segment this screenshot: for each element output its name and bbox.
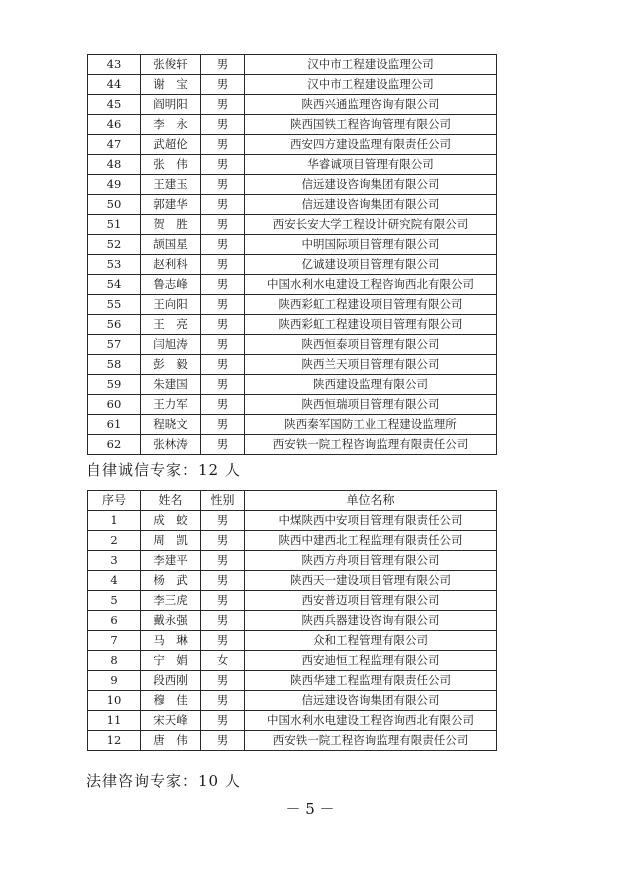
cell-name: 成 蛟: [141, 511, 201, 531]
cell-unit: 陕西国铁工程咨询管理有限公司: [245, 115, 497, 135]
cell-no: 6: [88, 611, 141, 631]
cell-no: 59: [88, 375, 141, 395]
table-row: [88, 355, 497, 375]
cell-no: 12: [88, 731, 141, 751]
cell-unit: 西安普迈项目管理有限公司: [245, 591, 497, 611]
cell-gender: 男: [201, 435, 245, 455]
cell-name: 颉国星: [141, 235, 201, 255]
cell-no: 1: [88, 511, 141, 531]
cell-no: 2: [88, 531, 141, 551]
cell-gender: 男: [201, 671, 245, 691]
table-row: [88, 315, 497, 335]
cell-unit: 西安铁一院工程咨询监理有限责任公司: [245, 731, 497, 751]
cell-gender: 男: [201, 511, 245, 531]
cell-no: 47: [88, 135, 141, 155]
cell-name: 张林涛: [141, 435, 201, 455]
cell-name: 程晓文: [141, 415, 201, 435]
cell-name: 王建玉: [141, 175, 201, 195]
cell-name: 张 伟: [141, 155, 201, 175]
cell-gender: 男: [201, 315, 245, 335]
table-row: [88, 551, 497, 571]
cell-unit: 陕西兵器建设咨询有限公司: [245, 611, 497, 631]
table-row: [88, 611, 497, 631]
cell-no: 4: [88, 571, 141, 591]
cell-name: 王力军: [141, 395, 201, 415]
cell-gender: 男: [201, 55, 245, 75]
table-row: [88, 295, 497, 315]
cell-no: 10: [88, 691, 141, 711]
cell-gender: 男: [201, 335, 245, 355]
table-row: [88, 55, 497, 75]
table-row: [88, 651, 497, 671]
cell-gender: 男: [201, 175, 245, 195]
cell-unit: 中国水利水电建设工程咨询西北有限公司: [245, 711, 497, 731]
cell-no: 45: [88, 95, 141, 115]
cell-no: 61: [88, 415, 141, 435]
cell-unit: 众和工程管理有限公司: [245, 631, 497, 651]
table-row: [88, 571, 497, 591]
cell-unit: 陕西方舟项目管理有限公司: [245, 551, 497, 571]
cell-no: 7: [88, 631, 141, 651]
cell-no: 52: [88, 235, 141, 255]
cell-name: 赵利科: [141, 255, 201, 275]
table-row: [88, 375, 497, 395]
cell-no: 60: [88, 395, 141, 415]
cell-no: 54: [88, 275, 141, 295]
cell-no: 46: [88, 115, 141, 135]
table-row: [88, 335, 497, 355]
table-row: [88, 115, 497, 135]
cell-gender: 男: [201, 691, 245, 711]
cell-unit: 西安长安大学工程设计研究院有限公司: [245, 215, 497, 235]
table-row: [88, 235, 497, 255]
table-row: [88, 691, 497, 711]
cell-name: 郭建华: [141, 195, 201, 215]
table-row: [88, 395, 497, 415]
cell-no: 62: [88, 435, 141, 455]
cell-name: 唐 伟: [141, 731, 201, 751]
table-row: [88, 155, 497, 175]
cell-unit: 信远建设咨询集团有限公司: [245, 691, 497, 711]
cell-unit: 陕西建设监理有限公司: [245, 375, 497, 395]
cell-gender: 男: [201, 711, 245, 731]
expert-table-self-discipline: [87, 490, 497, 751]
cell-gender: 男: [201, 155, 245, 175]
header-name: 姓名: [141, 491, 201, 511]
cell-unit: 汉中市工程建设监理公司: [245, 75, 497, 95]
cell-name: 段西刚: [141, 671, 201, 691]
cell-name: 彭 毅: [141, 355, 201, 375]
cell-gender: 男: [201, 395, 245, 415]
cell-unit: 陕西秦军国防工业工程建设监理所: [245, 415, 497, 435]
cell-name: 周 凯: [141, 531, 201, 551]
cell-name: 张俊轩: [141, 55, 201, 75]
expert-table-continued: [87, 54, 497, 455]
table-row: [88, 95, 497, 115]
table-row: [88, 435, 497, 455]
cell-unit: 陕西华建工程监理有限责任公司: [245, 671, 497, 691]
cell-gender: 女: [201, 651, 245, 671]
table-row: [88, 531, 497, 551]
table-row: [88, 175, 497, 195]
cell-unit: 陕西彩虹工程建设项目管理有限公司: [245, 315, 497, 335]
cell-unit: 中明国际项目管理有限公司: [245, 235, 497, 255]
cell-gender: 男: [201, 551, 245, 571]
cell-name: 杨 武: [141, 571, 201, 591]
cell-no: 53: [88, 255, 141, 275]
cell-name: 李三虎: [141, 591, 201, 611]
cell-name: 马 琳: [141, 631, 201, 651]
cell-name: 武超伦: [141, 135, 201, 155]
table-row: [88, 75, 497, 95]
cell-unit: 华睿诚项目管理有限公司: [245, 155, 497, 175]
cell-unit: 亿诚建设项目管理有限公司: [245, 255, 497, 275]
cell-gender: 男: [201, 295, 245, 315]
cell-gender: 男: [201, 415, 245, 435]
table-row: [88, 215, 497, 235]
cell-gender: 男: [201, 135, 245, 155]
cell-name: 穆 佳: [141, 691, 201, 711]
cell-unit: 信远建设咨询集团有限公司: [245, 195, 497, 215]
table-row: [88, 711, 497, 731]
table-row: [88, 511, 497, 531]
table-row: [88, 135, 497, 155]
cell-unit: 陕西天一建设项目管理有限公司: [245, 571, 497, 591]
cell-no: 44: [88, 75, 141, 95]
table-row: [88, 591, 497, 611]
cell-gender: 男: [201, 215, 245, 235]
cell-gender: 男: [201, 531, 245, 551]
cell-gender: 男: [201, 355, 245, 375]
cell-gender: 男: [201, 731, 245, 751]
header-unit: 单位名称: [245, 491, 497, 511]
cell-unit: 信远建设咨询集团有限公司: [245, 175, 497, 195]
cell-name: 李 永: [141, 115, 201, 135]
cell-unit: 陕西兰天项目管理有限公司: [245, 355, 497, 375]
cell-gender: 男: [201, 275, 245, 295]
cell-no: 9: [88, 671, 141, 691]
cell-no: 5: [88, 591, 141, 611]
cell-no: 49: [88, 175, 141, 195]
cell-unit: 西安迪恒工程监理有限公司: [245, 651, 497, 671]
cell-gender: 男: [201, 195, 245, 215]
cell-name: 宋天峰: [141, 711, 201, 731]
cell-gender: 男: [201, 255, 245, 275]
cell-gender: 男: [201, 75, 245, 95]
header-no: 序号: [88, 491, 141, 511]
cell-no: 58: [88, 355, 141, 375]
table-row: [88, 671, 497, 691]
cell-unit: 汉中市工程建设监理公司: [245, 55, 497, 75]
table-row: [88, 415, 497, 435]
cell-name: 王 亮: [141, 315, 201, 335]
table-row: [88, 275, 497, 295]
cell-gender: 男: [201, 571, 245, 591]
cell-unit: 中国水利水电建设工程咨询西北有限公司: [245, 275, 497, 295]
cell-name: 戴永强: [141, 611, 201, 631]
cell-name: 闫旭涛: [141, 335, 201, 355]
page-number: － 5 －: [285, 800, 335, 818]
table-body: [88, 55, 497, 455]
cell-gender: 男: [201, 591, 245, 611]
cell-no: 50: [88, 195, 141, 215]
header-gender: 性别: [201, 491, 245, 511]
table-header-row: [88, 491, 497, 511]
table-body: [88, 511, 497, 751]
cell-unit: 中煤陕西中安项目管理有限责任公司: [245, 511, 497, 531]
cell-gender: 男: [201, 375, 245, 395]
cell-no: 11: [88, 711, 141, 731]
cell-gender: 男: [201, 611, 245, 631]
cell-no: 56: [88, 315, 141, 335]
cell-gender: 男: [201, 95, 245, 115]
cell-unit: 陕西恒泰项目管理有限公司: [245, 335, 497, 355]
cell-name: 朱建国: [141, 375, 201, 395]
table-row: [88, 255, 497, 275]
table-row: [88, 195, 497, 215]
cell-unit: 陕西兴通监理咨询有限公司: [245, 95, 497, 115]
section-title-legal: 法律咨询专家：10 人: [86, 772, 241, 790]
cell-name: 贺 胜: [141, 215, 201, 235]
cell-name: 阎明阳: [141, 95, 201, 115]
table-row: [88, 731, 497, 751]
cell-no: 8: [88, 651, 141, 671]
cell-unit: 陕西恒瑞项目管理有限公司: [245, 395, 497, 415]
cell-unit: 西安四方建设监理有限责任公司: [245, 135, 497, 155]
table-row: [88, 631, 497, 651]
cell-no: 3: [88, 551, 141, 571]
cell-name: 王向阳: [141, 295, 201, 315]
cell-name: 谢 宝: [141, 75, 201, 95]
cell-name: 鲁志峰: [141, 275, 201, 295]
cell-no: 48: [88, 155, 141, 175]
cell-unit: 陕西彩虹工程建设项目管理有限公司: [245, 295, 497, 315]
cell-name: 李建平: [141, 551, 201, 571]
cell-unit: 西安铁一院工程咨询监理有限责任公司: [245, 435, 497, 455]
cell-no: 43: [88, 55, 141, 75]
section-title-self-discipline: 自律诚信专家：12 人: [86, 461, 241, 479]
cell-no: 55: [88, 295, 141, 315]
cell-gender: 男: [201, 631, 245, 651]
cell-unit: 陕西中建西北工程监理有限责任公司: [245, 531, 497, 551]
cell-no: 57: [88, 335, 141, 355]
cell-name: 宁 娟: [141, 651, 201, 671]
cell-gender: 男: [201, 235, 245, 255]
cell-no: 51: [88, 215, 141, 235]
cell-gender: 男: [201, 115, 245, 135]
